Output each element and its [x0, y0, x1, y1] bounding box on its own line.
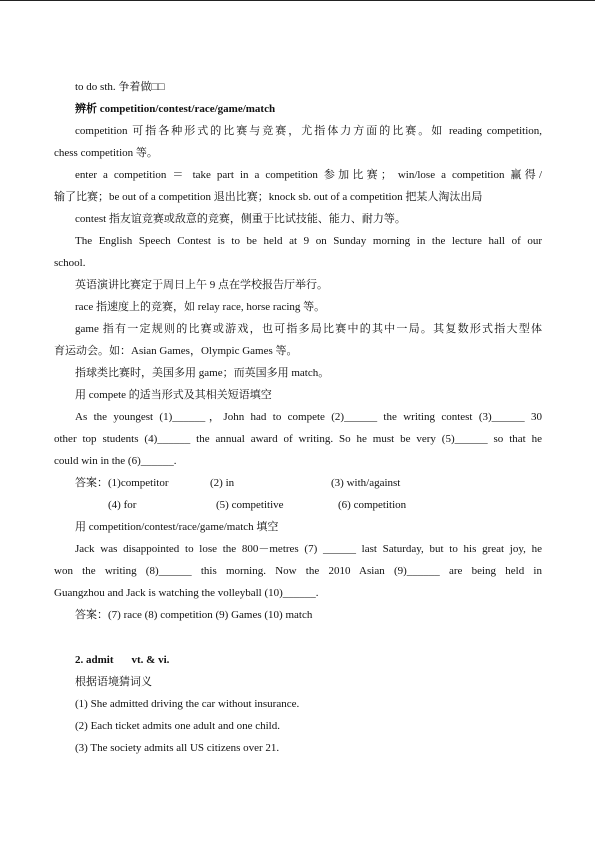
answer-item: (2) in	[210, 477, 235, 489]
page-top-border	[0, 0, 595, 1]
text-line: to do sth. 争着做□□	[75, 81, 165, 93]
exercise-text: Guangzhou and Jack is watching the volleyball (10)______.	[54, 587, 319, 599]
answer-line: 答案：(7) race (8) competition (9) Games (10) match	[75, 609, 313, 621]
text-line: 根据语境猜词义	[75, 676, 152, 688]
exercise-text: As the youngest (1)______，John had to compete (2)______ the writing contest (3)______ 30	[75, 411, 542, 423]
text-line: contest 指友谊竞赛或敌意的竞赛，侧重于比试技能、能力、耐力等。	[75, 213, 406, 225]
heading-number: 2. admit	[75, 654, 114, 666]
answer-item: (1)competitor	[108, 477, 169, 489]
text-line: The English Speech Contest is to be held at 9 on Sunday morning in the lecture hall of our	[75, 235, 542, 247]
heading-pos: vt. & vi.	[131, 654, 170, 666]
answer-item: (4) for	[108, 499, 137, 511]
text-line: chess competition 等。	[54, 147, 158, 159]
answer-line	[108, 498, 595, 512]
text-line: school.	[54, 257, 86, 269]
example-sentence: (1) She admitted driving the car without insurance.	[75, 698, 300, 710]
answer-label: 答案：	[75, 477, 108, 489]
text-line: game 指有一定规则的比赛或游戏，也可指多局比赛中的其中一局。其复数形式指大型体	[75, 323, 542, 335]
exercise-text: won the writing (8)______ this morning. Now the 2010 Asian (9)______ are being held in	[54, 565, 542, 577]
text-line: 育运动会。如：Asian Games，Olympic Games 等。	[54, 345, 298, 357]
heading-label: 辨析	[75, 103, 100, 115]
exercise-text: other top students (4)______ the annual award of writing. So he must be very (5)______ so that he	[54, 433, 542, 445]
text-line: race 指速度上的竞赛，如 relay race, horse racing 等。	[75, 301, 326, 313]
example-sentence: (2) Each ticket admits one adult and one child.	[75, 720, 280, 732]
section-heading	[75, 102, 542, 116]
exercise-text: Jack was disappointed to lose the 800－metres (7) ______ last Saturday, but to his great joy, he	[75, 543, 542, 555]
text-line: competition 可指各种形式的比赛与竞赛，尤指体力方面的比赛。如 reading competition,	[75, 125, 542, 137]
exercise-instruction: 用 compete 的适当形式及其相关短语填空	[75, 389, 272, 401]
example-sentence: (3) The society admits all US citizens over 21.	[75, 742, 280, 754]
answer-item: (3) with/against	[331, 477, 401, 489]
answer-line	[75, 476, 542, 490]
answer-item: (6) competition	[338, 499, 407, 511]
exercise-text: could win in the (6)______.	[54, 455, 177, 467]
text-line: 输了比赛；be out of a competition 退出比赛；knock sb. out of a competition 把某人淘汰出局	[54, 191, 483, 203]
text-line: 指球类比赛时，美国多用 game；而英国多用 match。	[75, 367, 330, 379]
exercise-instruction: 用 competition/contest/race/game/match 填空	[75, 521, 279, 533]
heading-words: competition/contest/race/game/match	[99, 103, 276, 115]
section-heading	[75, 653, 542, 667]
text-line: 英语演讲比赛定于周日上午 9 点在学校报告厅举行。	[75, 279, 328, 291]
answer-item: (5) competitive	[216, 499, 284, 511]
text-line: enter a competition ＝ take part in a competition 参加比赛； win/lose a competition 赢得/	[75, 169, 542, 181]
